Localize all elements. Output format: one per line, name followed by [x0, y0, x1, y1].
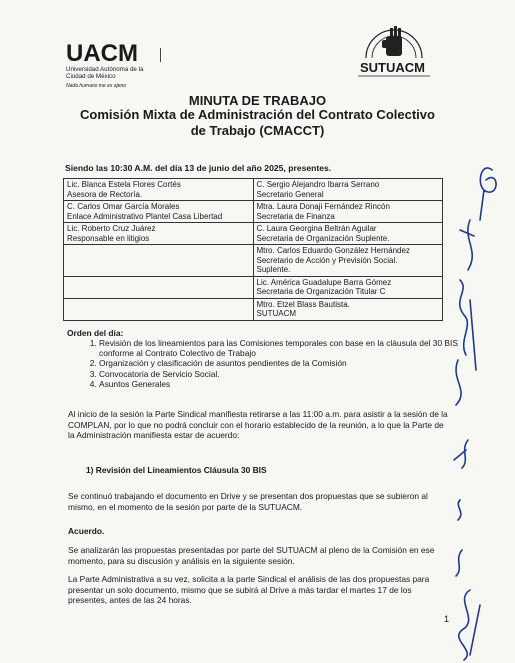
attendee-role: Secretario General [256, 189, 324, 199]
orden-list [83, 338, 471, 389]
attendee-row [64, 201, 443, 223]
attendee-name: Lic. América Guadalupe Barra Gómez [256, 277, 392, 287]
document-subtitle-line1: Comisión Mixta de Administración del Contrato Colectivo [80, 107, 435, 122]
administration-attendee-cell [64, 298, 254, 320]
attendee-role: Secretaria de Finanza [256, 211, 335, 221]
orden-item: 1. Revisión de los lineamientos para las Comisiones temporales con base en la cláusula del 30 BIS conforme al Contrato Colectivo de Trabajo [99, 338, 471, 358]
attendee-role: Secretaria de Organización Titular C [256, 287, 386, 296]
uacm-logo-subtitle: Universidad Autónoma de la Ciudad de México [66, 66, 144, 80]
sutuacm-seal [352, 14, 436, 96]
intro-paragraph: Al inicio de la sesión la Parte Sindical manifiesta retirarse a las 11:00 a.m. para asistir a la sesión de la COMPLAN, por lo que no podrá concluir con el horario establecido de la reunión, a lo que la Parte de la Administración manifiesta estar de acuerdo: [68, 409, 448, 440]
sutuacm-seal-name: SUTUACM [360, 60, 425, 75]
attendee-name: C. Carlos Omar García Morales [67, 202, 180, 211]
acuerdo-heading: Acuerdo. [68, 526, 105, 536]
attendee-row [64, 179, 443, 201]
administration-attendee-cell [64, 179, 254, 201]
attendee-name: C. Sergio Alejandro Ibarra Serrano [256, 180, 380, 189]
orden-item: 4. Asuntos Generales [99, 379, 471, 389]
date-line: Siendo las 10:30 A.M. del día 13 de junio del año 2025, presentes. [65, 163, 332, 173]
document-subtitle-line2: de Trabajo (CMACCT) [190, 123, 325, 138]
logo-divider [160, 48, 161, 62]
administration-attendee-cell [64, 223, 254, 245]
orden-item: 2. Organización y clasificación de asuntos pendientes de la Comisión [99, 358, 471, 368]
attendee-name: C. Laura Georgina Beltrán Aguilar [256, 224, 377, 233]
orden-title: Orden del día: [67, 328, 124, 338]
union-attendee-cell [253, 245, 443, 277]
union-attendee-cell [253, 201, 443, 223]
attendee-role: Suplente. [256, 265, 291, 274]
attendee-role: Enlace Administrativo Plantel Casa Libertad [67, 211, 223, 221]
attendee-name: Lic. Roberto Cruz Juárez [67, 224, 156, 233]
attendee-row [64, 245, 443, 277]
attendee-name: Lic. Blanca Estela Flores Cortés [67, 180, 181, 189]
attendees-table [63, 178, 443, 321]
attendee-role: Secretario de Acción y Previsión Social. [256, 255, 398, 265]
attendee-row [64, 223, 443, 245]
fist-seal-icon [352, 14, 436, 96]
union-attendee-cell [253, 276, 443, 298]
handwritten-signatures [440, 150, 515, 663]
union-attendee-cell [253, 179, 443, 201]
attendee-name: Mtra. Laura Donaji Fernández Rincón [256, 202, 390, 211]
administration-attendee-cell [64, 201, 254, 223]
attendee-role: Secretaria de Organización Suplente. [256, 233, 390, 243]
document-title: MINUTA DE TRABAJO [188, 93, 327, 108]
uacm-logo-motto: Nada humano me es ajeno [66, 83, 127, 89]
page-number: 1 [444, 614, 450, 624]
attendee-role: Asesora de Rectoría. [67, 189, 143, 199]
uacm-logo-name: UACM [66, 40, 138, 67]
section-paragraph: Se continuó trabajando el documento en Drive y se presentan dos propuestas que se subieron al mismo, en el momento de la sesión por parte de la SUTUACM. [68, 491, 428, 512]
attendee-name: Mtro. Etzel Blass Bautista. [256, 299, 350, 309]
attendee-row [64, 298, 443, 320]
acuerdo-paragraph: Se analizarán las propuestas presentadas por parte del SUTUACM al pleno de la Comisión en ese momento, para su discusión y análisis en la siguiente sesión. [68, 545, 435, 566]
union-attendee-cell [253, 298, 443, 320]
union-attendee-cell [253, 223, 443, 245]
administration-attendee-cell [64, 245, 254, 277]
orden-item: 3. Convocatoria de Servicio Social. [99, 369, 471, 379]
administration-attendee-cell [64, 276, 254, 298]
attendee-role: SUTUACM [256, 309, 297, 318]
attendee-row [64, 276, 443, 298]
acuerdo-paragraph-2: La Parte Administrativa a su vez, solicita a la parte Sindical el análisis de las dos propuestas para presentar un solo documento, mismo que se subirá al Drive a más tardar el martes 17 de los presentes, antes de las 24 horas. [68, 574, 430, 605]
attendee-role: Responsable en litigios [67, 233, 150, 243]
section-heading: 1) Revisión del Lineamientos Cláusula 30 BIS [86, 465, 267, 475]
uacm-logo [66, 42, 158, 89]
attendee-name: Mtro. Carlos Eduardo González Hernández [256, 246, 410, 255]
